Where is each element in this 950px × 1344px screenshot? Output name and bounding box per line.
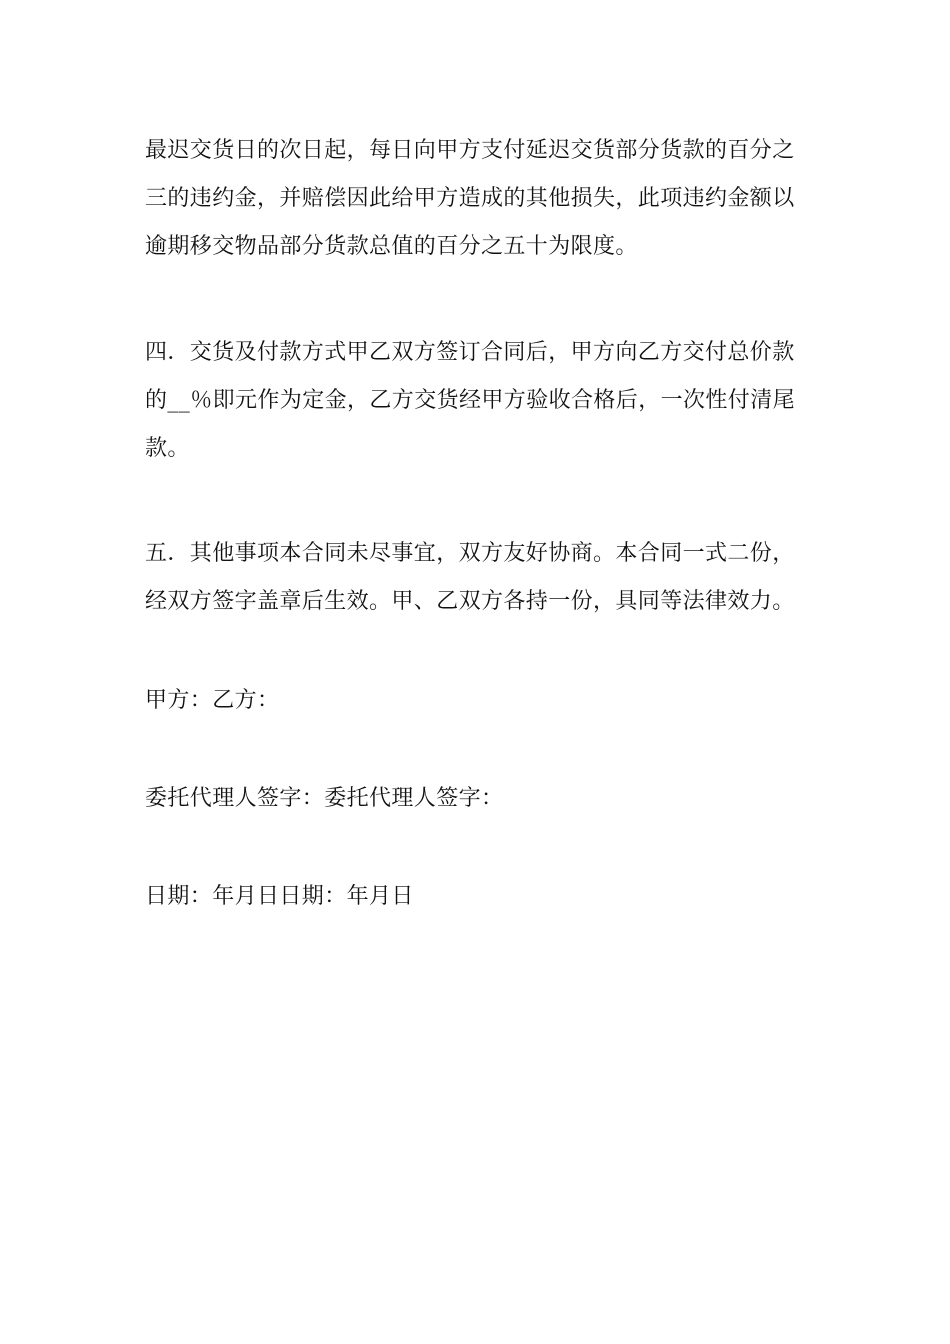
text-line: 逾期移交物品部分货款总值的百分之五十为限度。 (145, 234, 638, 259)
text-line: 四．交货及付款方式甲乙双方签订合同后，甲方向乙方交付总价款 (145, 340, 795, 365)
text-line: 款。 (145, 436, 190, 461)
text-line: 甲方：乙方： (145, 688, 280, 713)
text-line: 最迟交货日的次日起，每日向甲方支付延迟交货部分货款的百分之 (145, 138, 795, 163)
signature-dates (145, 873, 810, 921)
text-line: 经双方签字盖章后生效。甲、乙双方各持一份，具同等法律效力。 (145, 589, 795, 614)
text-line: 的__％即元作为定金，乙方交货经甲方验收合格后，一次性付清尾 (145, 388, 796, 413)
text-line: 三的违约金，并赔偿因此给甲方造成的其他损失，此项违约金额以 (145, 186, 795, 211)
signature-agents (145, 775, 810, 823)
clause-five-other-matters (145, 530, 810, 626)
text-line: 五．其他事项本合同未尽事宜，双方友好协商。本合同一式二份， (145, 541, 795, 566)
clause-continuation (145, 127, 810, 271)
text-line: 日期：年月日日期：年月日 (145, 884, 414, 909)
text-line: 委托代理人签字：委托代理人签字： (145, 786, 504, 811)
signature-parties (145, 677, 810, 725)
clause-four-delivery-payment (145, 329, 810, 473)
